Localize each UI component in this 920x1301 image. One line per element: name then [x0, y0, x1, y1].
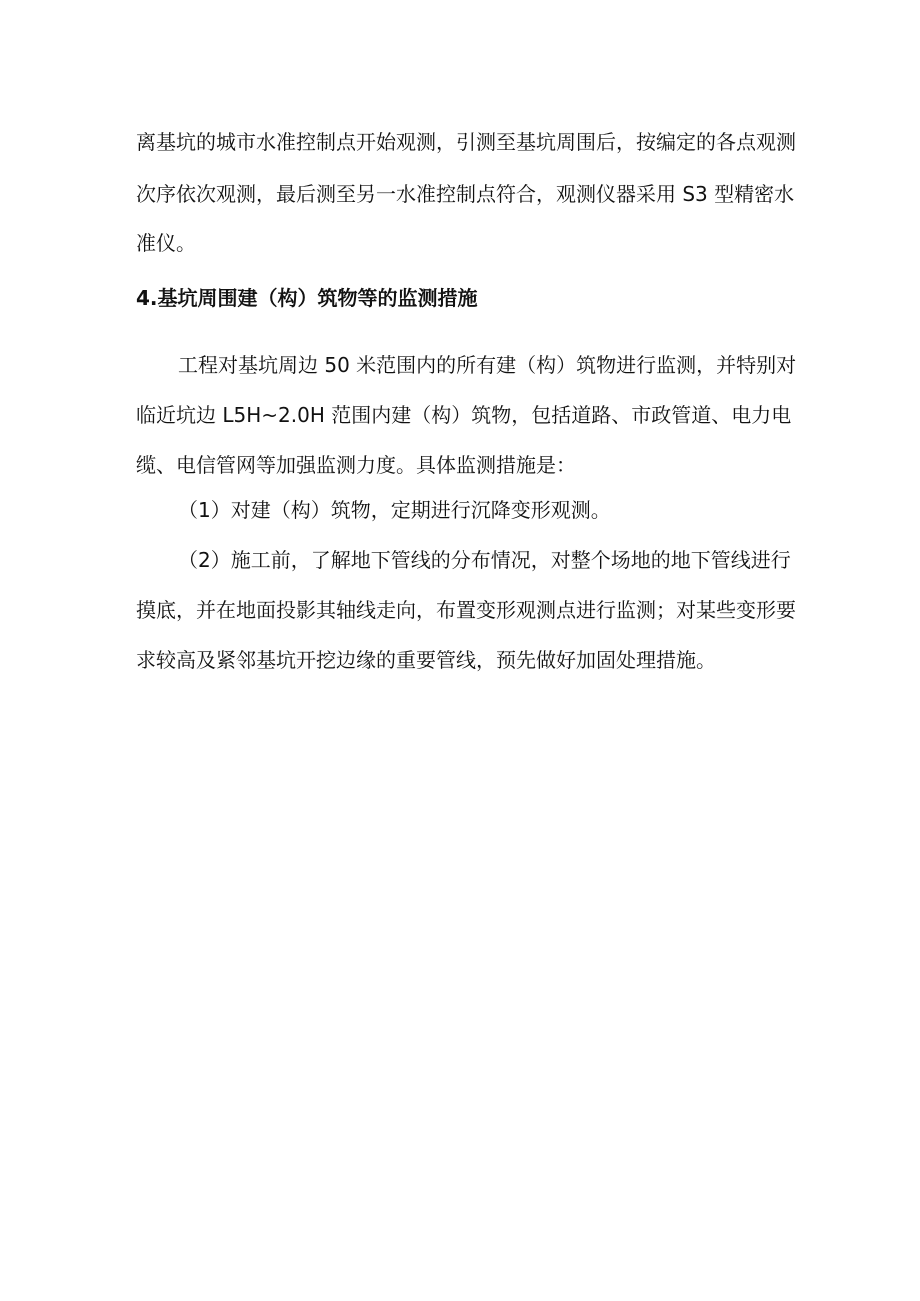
- paragraph-line: 离基坑的城市水准控制点开始观测，引测至基坑周围后，按编定的各点观测: [136, 130, 796, 154]
- paragraph-line: 次序依次观测，最后测至另一水准控制点符合，观测仪器采用 S3 型精密水: [136, 182, 795, 206]
- paragraph-line: 缆、电信管网等加强监测力度。具体监测措施是：: [136, 453, 576, 477]
- paragraph-line: 求较高及紧邻基坑开挖边缘的重要管线，预先做好加固处理措施。: [136, 648, 716, 672]
- paragraph-line: 摸底，并在地面投影其轴线走向，布置变形观测点进行监测；对某些变形要: [136, 598, 796, 622]
- measure-item: （2）施工前，了解地下管线的分布情况，对整个场地的地下管线进行: [178, 548, 791, 572]
- paragraph-line: 准仪。: [136, 231, 196, 255]
- paragraph-line: 工程对基坑周边 50 米范围内的所有建（构）筑物进行监测，并特别对: [178, 353, 797, 377]
- paragraph-line: 临近坑边 L5H~2.0H 范围内建（构）筑物，包括道路、市政管道、电力电: [136, 403, 792, 427]
- measure-item: （1）对建（构）筑物，定期进行沉降变形观测。: [178, 498, 611, 522]
- section-heading: 4.基坑周围建（构）筑物等的监测措施: [136, 286, 478, 310]
